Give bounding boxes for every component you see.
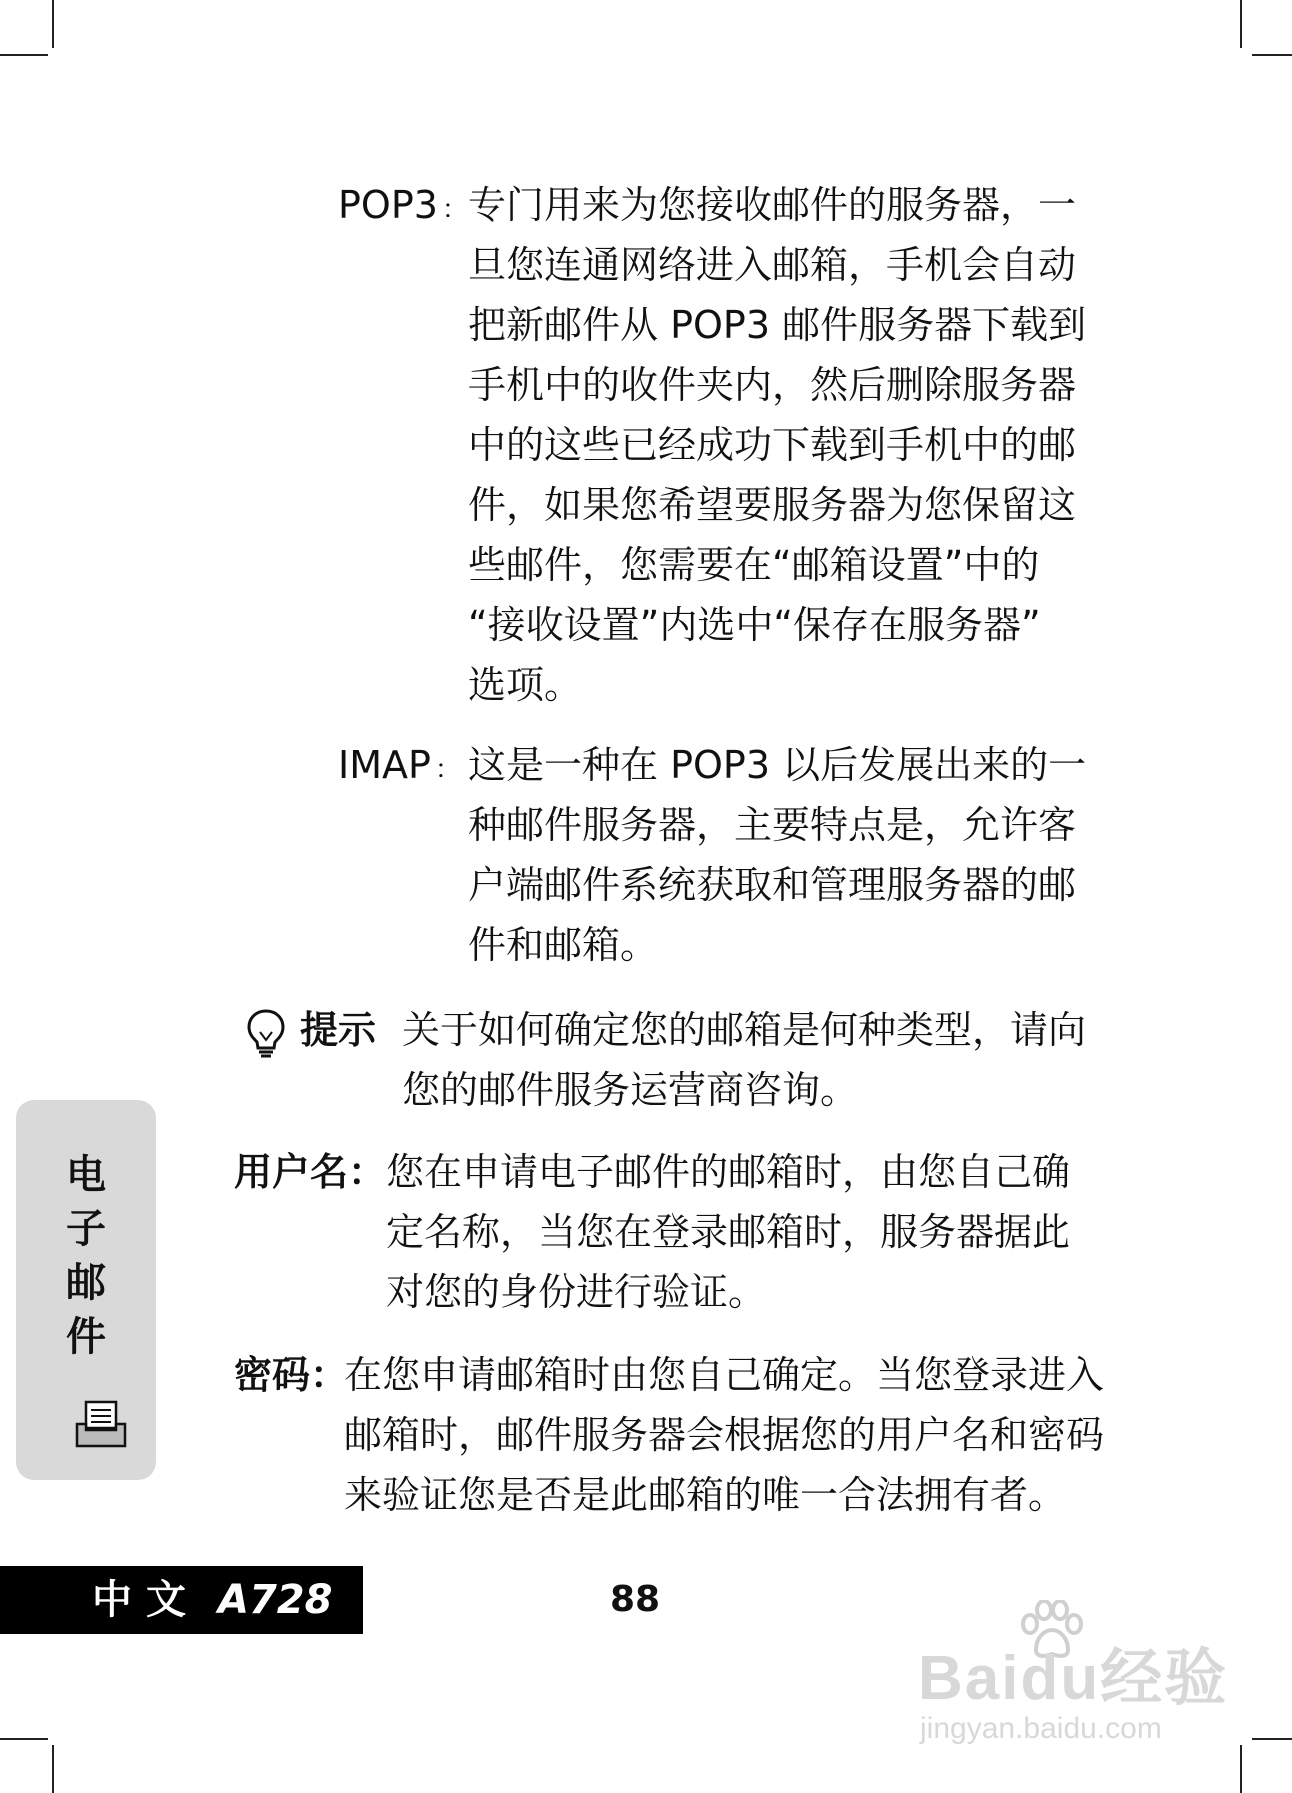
page-number: 88 [609,1579,661,1620]
definition-line: 邮箱时，邮件服务器会根据您的用户名和密码 [344,1413,1105,1457]
definition-line: 来验证您是否是此邮箱的唯一合法拥有者。 [344,1473,1067,1517]
footer-language: 中文 [92,1577,200,1623]
definition-line: 您的邮件服务运营商咨询。 [402,1068,859,1112]
tip-note [244,1000,1087,1120]
imap-definition [338,735,1087,975]
chapter-char: 件 [66,1313,106,1360]
lightbulb-icon [244,1008,288,1058]
definition-body [402,1000,1087,1120]
term-colon: ： [434,755,461,785]
term-label [338,175,468,240]
definition-line: 选项。 [468,663,583,707]
term-text: POP3 [338,183,438,227]
crop-mark [0,54,48,56]
definition-line: 定名称，当您在登录邮箱时，服务器据此 [386,1210,1071,1254]
watermark [918,1600,1229,1750]
definition-body [386,1142,1082,1322]
footer-bar [0,1566,363,1634]
watermark-url: jingyan.baidu.com [920,1712,1162,1745]
term-text: IMAP [338,743,431,787]
chapter-char: 邮 [66,1259,106,1306]
crop-mark [0,1738,48,1740]
definition-line: 些邮件，您需要在“邮箱设置”中的 [468,543,1040,587]
crop-mark [52,1745,54,1793]
crop-mark [1252,54,1292,56]
definition-body [468,735,1087,975]
mail-tray-icon [74,1400,128,1450]
definition-line: 手机中的收件夹内，然后删除服务器 [468,363,1077,407]
chapter-title [16,1148,156,1364]
crop-mark [1240,1745,1242,1793]
definition-line: 这是一种在 POP3 以后发展出来的一 [468,743,1087,787]
term-text: 密码： [234,1353,349,1397]
term-label [234,1142,386,1202]
definition-line: 关于如何确定您的邮箱是何种类型，请向 [402,1008,1087,1052]
definition-line: 件和邮箱。 [468,923,659,967]
definition-line: 件，如果您希望要服务器为您保留这 [468,483,1077,527]
crop-mark [1240,0,1242,48]
watermark-brand: Baidu经验 [918,1644,1229,1713]
username-definition [234,1142,1082,1322]
definition-line: 中的这些已经成功下载到手机中的邮 [468,423,1077,467]
chapter-char: 子 [66,1205,106,1252]
definition-body [468,175,1087,715]
footer-model: A728 [218,1577,333,1623]
chapter-tab [16,1100,156,1480]
definition-line: 对您的身份进行验证。 [386,1270,767,1314]
definition-body [344,1345,1105,1525]
definition-line: 旦您连通网络进入邮箱，手机会自动 [468,243,1077,287]
term-label [338,735,461,800]
password-definition [234,1345,1105,1525]
definition-line: 在您申请邮箱时由您自己确定。当您登录进入 [344,1353,1105,1397]
chapter-char: 电 [66,1151,106,1198]
definition-line: 专门用来为您接收邮件的服务器，一 [468,183,1077,227]
crop-mark [1252,1738,1292,1740]
term-label [234,1345,348,1405]
term-colon: ： [441,195,468,225]
definition-line: 户端邮件系统获取和管理服务器的邮 [468,863,1077,907]
crop-mark [52,0,54,48]
definition-line: 种邮件服务器，主要特点是，允许客 [468,803,1077,847]
definition-line: 把新邮件从 POP3 邮件服务器下载到 [468,303,1087,347]
definition-line: 您在申请电子邮件的邮箱时，由您自己确 [386,1150,1071,1194]
term-text: 用户名： [234,1150,387,1194]
pop3-definition [338,175,1087,715]
term-text: 提示 [300,1008,377,1052]
term-label [300,1000,376,1060]
definition-line: “接收设置”内选中“保存在服务器” [468,603,1041,647]
